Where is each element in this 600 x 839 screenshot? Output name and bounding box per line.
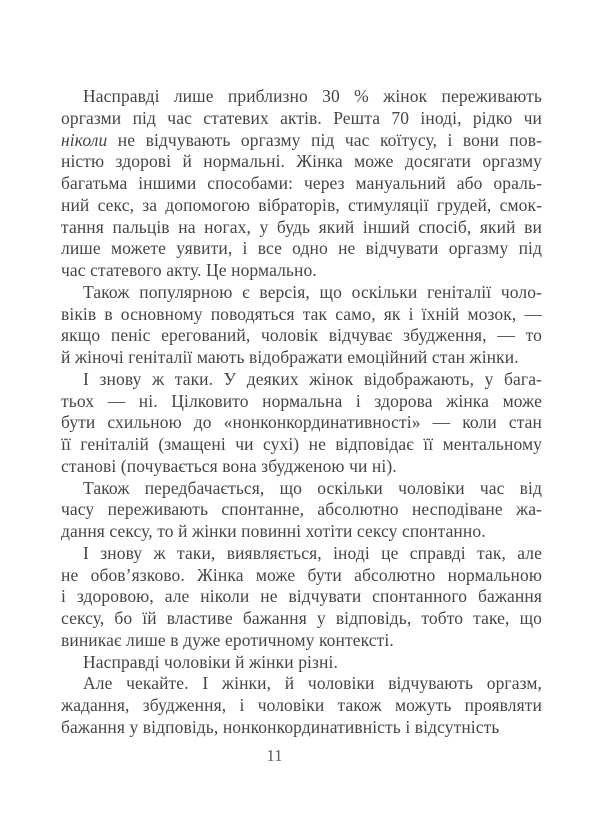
- text-line: [61, 717, 542, 739]
- body-text: [61, 86, 542, 739]
- text-line: [61, 325, 542, 347]
- text-line: [61, 499, 542, 521]
- text-line: [61, 347, 542, 369]
- text-segment: Але чекайте. І жінки, й чоловіки відчувають оргазм,: [83, 673, 542, 694]
- paragraph: [61, 478, 542, 543]
- paragraph: [61, 369, 542, 478]
- text-line: [61, 151, 542, 173]
- text-line: [61, 173, 542, 195]
- text-segment: Насправді чоловіки й жінки різні.: [83, 651, 338, 672]
- text-line: [61, 478, 542, 500]
- text-segment: бажання у відповідь, нонконкординативність і відсутність: [61, 716, 500, 737]
- text-segment: виникає лише в дуже еротичному контексті.: [61, 629, 394, 650]
- text-line: [61, 108, 542, 130]
- text-segment: Також популярною є версія, що оскільки геніталії чоло-: [83, 281, 542, 302]
- text-segment: станові (почувається вона збудженою чи ні).: [61, 455, 397, 476]
- paragraph: [61, 652, 542, 674]
- text-line: [61, 521, 542, 543]
- text-line: [61, 695, 542, 717]
- text-line: [61, 543, 542, 565]
- text-line: [61, 217, 542, 239]
- text-line: [61, 565, 542, 587]
- text-segment: бути схильною до «нонконкординативності» — коли стан: [61, 412, 542, 433]
- text-segment: ністю здорові й нормальні. Жінка може досягати оргазму: [61, 151, 542, 172]
- text-segment: Також передбачається, що оскільки чоловіки час від: [83, 477, 542, 498]
- text-segment: тання пальців на ногах, у будь який інший спосіб, який ви: [61, 216, 542, 237]
- text-line: [61, 369, 542, 391]
- text-line: [61, 282, 542, 304]
- text-line: [61, 195, 542, 217]
- text-line: [61, 130, 542, 152]
- text-line: [61, 652, 542, 674]
- text-line: [61, 391, 542, 413]
- text-segment: дання сексу, то й жінки повинні хотіти сексу спонтанно.: [61, 521, 486, 541]
- text-line: [61, 434, 542, 456]
- text-line: [61, 673, 542, 695]
- text-segment: багатьма іншими способами: через мануальний або ораль-: [61, 173, 542, 193]
- page-number: 11: [266, 746, 283, 765]
- text-segment: Насправді лише приблизно 30 % жінок переживають: [83, 86, 542, 106]
- text-line: [61, 86, 542, 108]
- text-line: [61, 238, 542, 260]
- text-segment: її геніталій (змащені чи сухі) не відповідає її ментальному: [61, 434, 542, 454]
- text-segment: оргазми під час статевих актів. Решта 70 іноді, рідко чи: [61, 107, 542, 128]
- text-segment: не обов’язково. Жінка може бути абсолютно нормальною: [61, 564, 542, 585]
- text-segment: І знову ж таки, виявляється, іноді це справді так, але: [83, 542, 542, 563]
- text-segment: й жіночі геніталії мають відображати емоційний стан жінки.: [61, 347, 519, 367]
- text-segment: ний секс, за допомогою вібраторів, стимуляції грудей, смок-: [61, 194, 542, 215]
- paragraph: [61, 543, 542, 652]
- paragraph: [61, 282, 542, 369]
- text-line: [61, 586, 542, 608]
- text-line: [61, 608, 542, 630]
- text-line: [61, 304, 542, 326]
- text-segment: віків в основному поводяться так само, як і їхній мозок, —: [61, 303, 542, 324]
- italic-text: ніколи: [61, 129, 108, 150]
- paragraph: [61, 673, 542, 738]
- text-line: [61, 260, 542, 282]
- text-segment: час статевого акту. Це нормально.: [61, 260, 317, 280]
- text-segment: сексу, бо їй властиве бажання у відповідь, тобто таке, що: [61, 608, 542, 628]
- text-segment: і здоровою, але ніколи не відчувати спонтанного бажання: [61, 586, 542, 607]
- text-line: [61, 456, 542, 478]
- text-line: [61, 630, 542, 652]
- text-segment: не відчувають оргазму під час коїтусу, і вони пов-: [107, 129, 542, 150]
- text-segment: лише можете уявити, і все одно не відчувати оргазму під: [61, 238, 542, 259]
- text-segment: тьох — ні. Цілковито нормальна і здорова жінка може: [61, 390, 542, 411]
- text-segment: часу переживають спонтанне, абсолютно несподіване жа-: [61, 499, 542, 520]
- text-segment: жадання, збудження, і чоловіки також можуть проявляти: [61, 695, 542, 715]
- text-segment: І знову ж таки. У деяких жінок відображають, у бага-: [83, 368, 542, 389]
- paragraph: [61, 86, 542, 282]
- text-segment: якщо пеніс ерегований, чоловік відчуває збудження, — то: [61, 325, 542, 346]
- text-line: [61, 412, 542, 434]
